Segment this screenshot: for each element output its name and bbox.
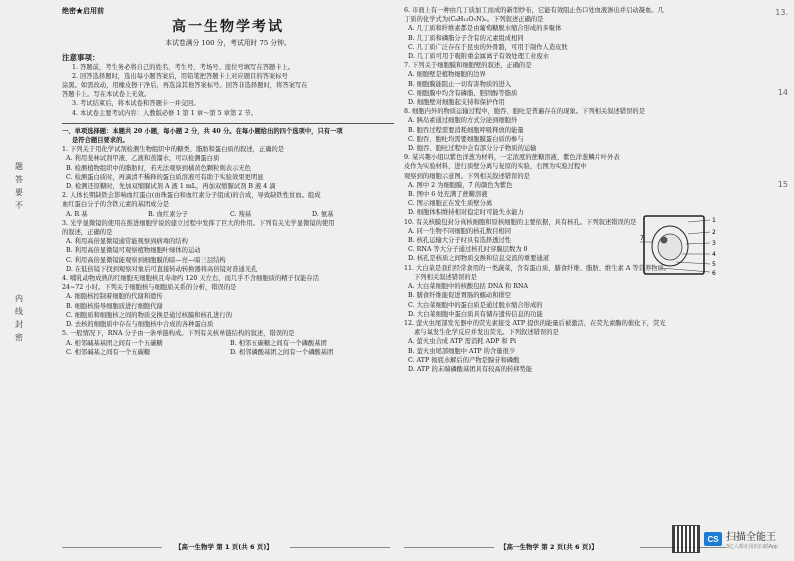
note-item: 答题卡上。写在本试卷上无效。 bbox=[62, 91, 151, 99]
option: B. 萤火虫尾部细胞中 ATP 的含量很少 bbox=[408, 347, 516, 355]
note-item: 2. 回答选择题时，选出每小题答案后，用铅笔把答题卡上对应题目的答案标号 bbox=[72, 72, 288, 80]
binding-line-text: 题 答 要 不 内 线 封 密 bbox=[15, 162, 23, 342]
option: B. 图中 6 处充满了蔗糖溶液 bbox=[408, 191, 488, 199]
option: A. 大白菜细胞中的核酸包括 DNA 和 RNA bbox=[408, 283, 529, 291]
option: B. 检测植物组织中的脂肪时，若无法观察到橘黄色颗粒则表示无色 bbox=[66, 164, 251, 172]
option: D. 胞吞、胞吐过程中会有部分分子物质的运输 bbox=[408, 145, 537, 153]
option: B. 细胞核指导细胞质进行细胞代谢 bbox=[66, 302, 163, 310]
section-heading-cont: 是符合题目要求的。 bbox=[72, 137, 129, 145]
note-item: 1. 答题前，考生务必将自己的姓名、考生号、考场号、座位号填写在答题卡上。 bbox=[72, 63, 295, 71]
question-12: 12. 萤火虫尾部发光器中的荧光素接受 ATP 提供的能量后被激活，在荧光素酶的催化下，荧光 bbox=[404, 319, 666, 327]
note-item: 4. 本试卷主要考试内容：人教版必修 1 第 1 章～第 5 章第 2 节。 bbox=[72, 109, 257, 117]
option: C. 检测蛋白质时，再滴清不稀释的蛋白质溶液可有助于实验效果更明显 bbox=[66, 173, 264, 181]
option: A. 利用斐林试剂甲液、乙液和蒸馏水，可以检测蛋白质 bbox=[66, 155, 220, 163]
question-2: 2. 人体长期缺铁会影响血红蛋白(由珠蛋白和血红素分子组成)的合成，导致缺铁性贫血。组成 bbox=[62, 192, 321, 200]
question-9-cont: 皮作为实验材料，进行质壁分离与复原的实验，右图为实验过程中 bbox=[404, 163, 587, 171]
question-1: 1. 下列关于用化学试剂检测生物组织中的糖类、脂肪和蛋白质的叙述，正确的是 bbox=[62, 146, 285, 154]
question-6-cont: 丁质的化学式为(C₈H₁₃O₅N)ₙ。下列叙述正确的是 bbox=[404, 16, 544, 24]
confidential-label: 绝密★启用前 bbox=[62, 6, 104, 15]
option: A. 萤火虫合成 ATP 需消耗 ADP 和 Pi bbox=[408, 338, 516, 346]
option: D. 细胞体积维持相对稳定时可能失水能力 bbox=[408, 209, 524, 217]
question-9-cont: 观察到的细胞示意图。下列相关叙述错误的是 bbox=[404, 172, 530, 180]
option: A. 相邻碱基基团之间有一个五碳糖 bbox=[66, 339, 163, 347]
question-2-options bbox=[62, 210, 394, 219]
question-4-cont: 24~72 小时。下列关于细胞核与细胞质关系的分析，错误的是 bbox=[62, 284, 237, 292]
option: D. 几丁质可用于吸附重金属离子有效处理工业废水 bbox=[408, 53, 550, 61]
option: B. 相邻五碳糖之间有一个磷酸基团 bbox=[230, 339, 327, 347]
page-1-footer: 【高一生物学 第 1 页(共 6 页)】 bbox=[175, 543, 273, 551]
score-line: 本试卷满分 100 分，考试用时 75 分钟。 bbox=[165, 39, 291, 48]
question-2-cont: 血红蛋白分子的含铁元素的基团成分是 bbox=[62, 201, 170, 209]
option: D. 氨基 bbox=[312, 210, 334, 218]
next-page-number: 15 bbox=[777, 180, 788, 189]
question-11: 11. 大白菜是我们经常食用的一类蔬菜，含有蛋白质、膳食纤维、脂肪、维生素 A 等营养物质。 bbox=[404, 264, 671, 272]
question-3-cont: 的叙述，正确的是 bbox=[62, 229, 113, 237]
question-7: 7. 下列关于细胞膜和细胞壁的叙述，正确的是 bbox=[404, 62, 532, 70]
question-10: 10. 有关核膜包封分真核细胞和原核细胞的主要依据，具有核孔。下列叙述错误的是 bbox=[404, 218, 637, 226]
option: B. 利用高倍显微镜可观察植物细胞叶绿体的运动 bbox=[66, 247, 201, 255]
option: B. 胞吞过程需要消耗细胞呼吸释放的能量 bbox=[408, 126, 524, 134]
cell-label-1: 1 bbox=[712, 217, 716, 224]
option: A. 同一生物不同细胞的核孔数目相同 bbox=[408, 227, 512, 235]
option: A. 利用高倍显微镜通常能观察到病毒的结构 bbox=[66, 238, 188, 246]
option: A. 细胞核控制着细胞的代谢和遗传 bbox=[66, 293, 163, 301]
option: B. 核孔运输大分子时具有选择透过性 bbox=[408, 237, 512, 245]
scanner-name: 扫描全能王 bbox=[726, 532, 776, 543]
option: B. 几丁质和磷脂分子含有的元素组成相同 bbox=[408, 34, 524, 42]
option: C. 胞吞、胞吐均需要细胞膜蛋白质的参与 bbox=[408, 135, 524, 143]
exam-title: 高一生物学考试 bbox=[172, 19, 284, 36]
option: C. 图示细胞正在发生质壁分离 bbox=[408, 200, 493, 208]
option: C. 大白菜细胞中的蛋白质是通过脱水缩合形成的 bbox=[408, 301, 543, 309]
option: A. 胰岛素通过细胞的方式分泌到细胞外 bbox=[408, 117, 518, 125]
option: B. 血红素分子 bbox=[148, 210, 189, 218]
option: D. ATP 的末端磷酸基团具有较高的转移势能 bbox=[408, 365, 533, 373]
qr-code-icon bbox=[672, 525, 700, 553]
question-6: 6. 市面上有一种由几丁质加工而成的新型纱布，它能有效阻止伤口处血液渗出并启动凝血。几 bbox=[404, 7, 664, 14]
nucleus bbox=[661, 237, 668, 244]
question-8: 8. 细胞内外的物质运输过程中，胞吞、胞吐是普遍存在的现象。下列相关叙述错误的是 bbox=[404, 108, 645, 116]
option: C. 几丁质广泛存在于昆虫的外骨骼，可用于制作人造皮肤 bbox=[408, 43, 568, 51]
section-heading: 一、单项选择题：本题共 20 小题，每小题 2 分，共 40 分。在每小题给出的四个选项中，只有一项 bbox=[62, 127, 343, 135]
note-item: 涂黑。如需改动，用橡皮擦干净后，再选涂其他答案标号。回答非选择题时，将答案写在 bbox=[62, 82, 308, 90]
question-9: 9. 某兴趣小组以紫色洋葱为材料，一定浓度的蔗糖溶液、紫色洋葱鳞片叶外表 bbox=[404, 154, 620, 162]
option: D. 细胞壁对细胞起支持和保护作用 bbox=[408, 99, 505, 107]
scanner-watermark bbox=[672, 525, 778, 553]
question-5: 5. 一般情况下，RNA 分子由一条单链构成。下列有关核单链结构的叙述，错误的是 bbox=[62, 330, 295, 338]
option: D. 大白菜细胞中蛋白质具有储存遗传信息的功能 bbox=[408, 310, 543, 318]
page-2-footer: 【高一生物学 第 2 页(共 6 页)】 bbox=[500, 543, 598, 551]
cell-label-4: 4 bbox=[712, 251, 716, 258]
camscanner-logo-icon: CS bbox=[704, 532, 722, 546]
next-page-number: 14 bbox=[777, 88, 788, 97]
option: C. RNA 等大分子通过核孔时穿膜层数为 0 bbox=[408, 246, 528, 254]
option: D. 相邻磷酸基团之间有一个磷酸基团 bbox=[230, 348, 334, 356]
cell-label-2: 2 bbox=[712, 229, 716, 236]
option: C. 利用高倍显微镜能观察到细胞膜的暗—亮—暗三层结构 bbox=[66, 256, 226, 264]
question-4: 4. 哺乳动物成熟的红细胞无细胞核且寿命约 120 天左右，而几乎不含细胞质的精子仅能存活 bbox=[62, 275, 320, 283]
note-item: 3. 考试结束后，将本试卷和答题卡一并交回。 bbox=[72, 100, 200, 108]
page-1 bbox=[62, 6, 394, 537]
option: D. 在低倍镜下找到观察对象后可直接转动转换器将高倍镜对准通光孔 bbox=[66, 265, 258, 273]
question-12-cont: 素与氧发生化学反应并发出荧光。下列叙述错误的是 bbox=[414, 329, 559, 337]
cell-label-7: 7 bbox=[640, 235, 644, 242]
cell-label-3: 3 bbox=[712, 240, 716, 247]
option: A. 图中 2 为细胞膜，7 的颜色为紫色 bbox=[408, 181, 513, 189]
option: C. 羧基 bbox=[230, 210, 252, 218]
plant-cell-diagram bbox=[640, 212, 720, 278]
option: D. 去核的细胞质中存在与细胞核中合成的各种蛋白质 bbox=[66, 321, 214, 329]
question-3: 3. 光学显微镜的使用在推进细胞学说的建立过程中发挥了巨大的作用。下列有关光学显微镜的使用 bbox=[62, 219, 335, 227]
option: C. 相邻碱基之间有一个五碳糖 bbox=[66, 348, 151, 356]
notes-title: 注意事项： bbox=[62, 53, 100, 63]
option: B. 细胞膜能阻止一切有害物质的进入 bbox=[408, 80, 512, 88]
option: A. 几丁质和纤维素都是由葡萄糖脱水缩合形成的多聚体 bbox=[408, 25, 562, 33]
option: D. 核孔是核质之间物质交换和信息交流的重要通道 bbox=[408, 255, 550, 263]
option: C. ATP 彻底水解后的产物是腺苷和磷酸 bbox=[408, 356, 520, 364]
option: C. 细胞膜中均含有磷脂、胆固醇等脂质 bbox=[408, 89, 518, 97]
option: A. R 基 bbox=[66, 210, 88, 218]
option: D. 检测还原糖时，先加双缩脲试剂 A 液 1 mL，再加双缩脲试剂 B 液 4 滴 bbox=[66, 183, 276, 191]
next-page-number: 13. bbox=[775, 8, 788, 17]
option: A. 细胞壁是植物细胞的边界 bbox=[408, 71, 486, 79]
option: C. 细胞质和细胞核之间的物质交换是通过核膜和核孔进行的 bbox=[66, 311, 233, 319]
scanner-tagline: 3亿人都在用的扫描App bbox=[726, 544, 778, 550]
option: B. 膳食纤维能促进胃肠的蠕动和排空 bbox=[408, 292, 512, 300]
cell-label-5: 5 bbox=[712, 261, 716, 268]
cell-label-6: 6 bbox=[712, 270, 716, 277]
question-11-cont: 下列相关叙述错误的是 bbox=[414, 273, 477, 281]
